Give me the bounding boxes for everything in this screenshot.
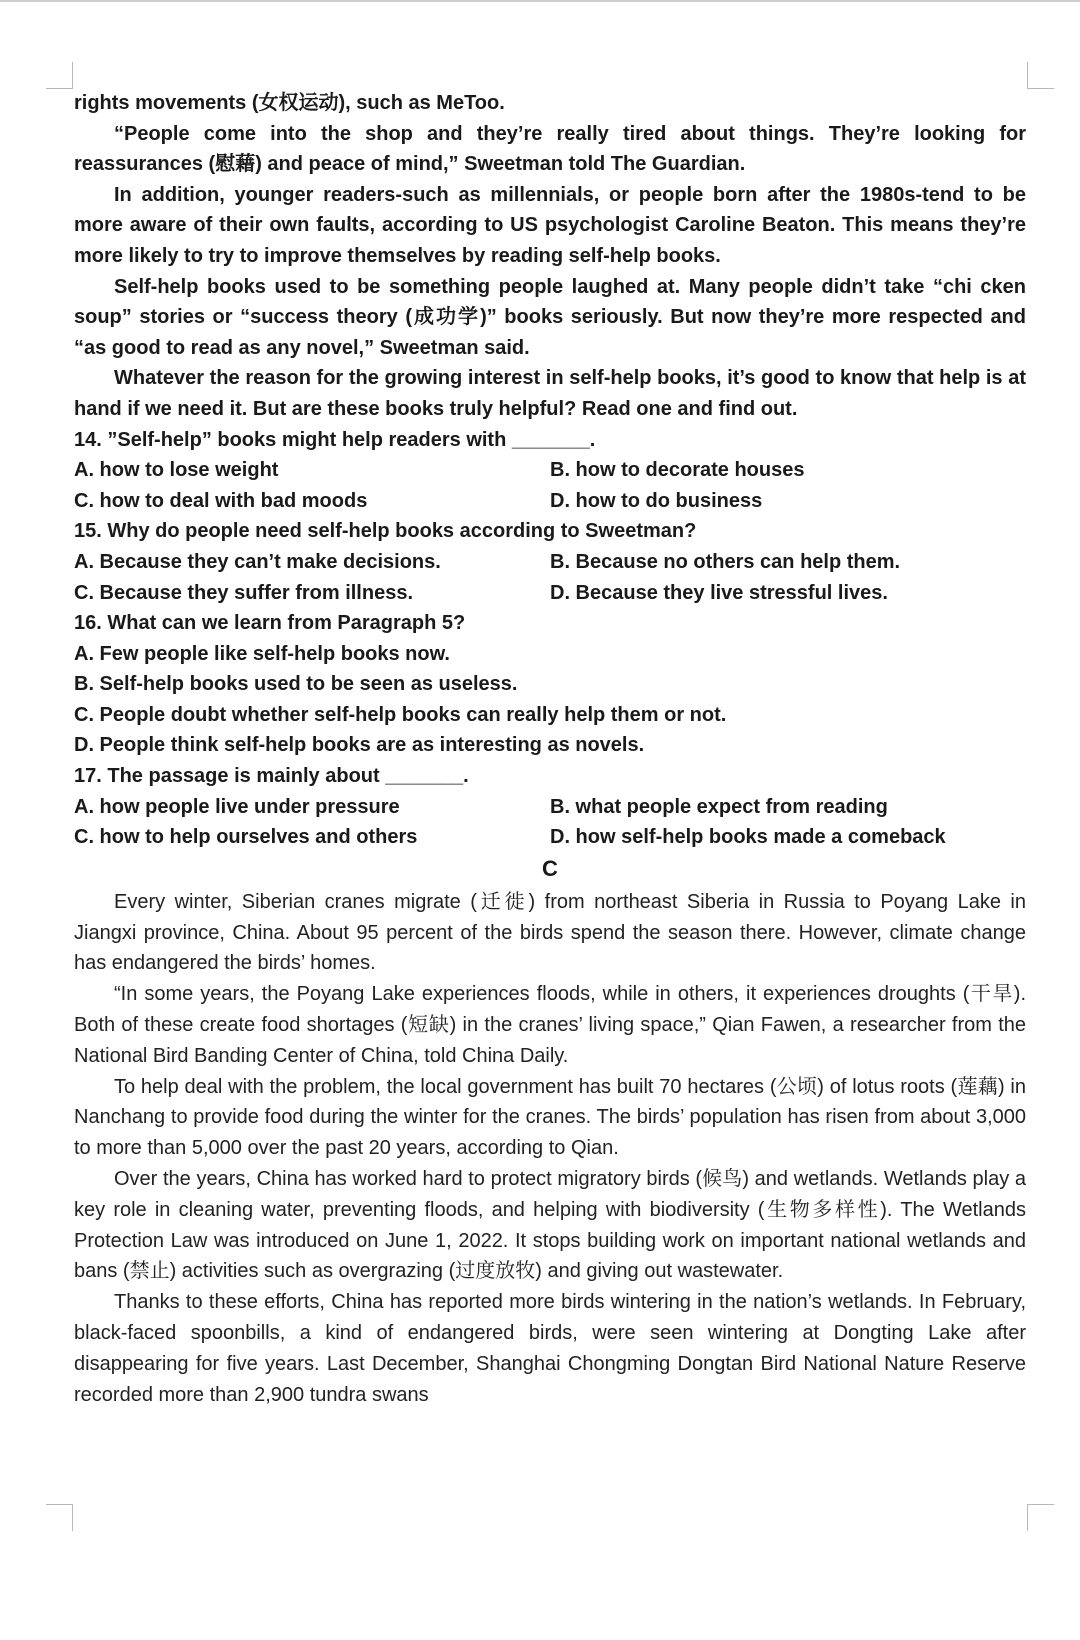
- question-15: [74, 516, 1026, 608]
- option-a: A. Because they can’t make decisions.: [74, 550, 441, 573]
- question-14: [74, 425, 1026, 517]
- option-d: D. how to do business: [550, 489, 763, 512]
- crop-mark-bottom-left: [46, 1504, 73, 1531]
- option-a: A. how people live under pressure: [74, 795, 400, 818]
- paragraph: Self-help books used to be something people laughed at. Many people didn’t take “chi cken soup” stories or “success theory (成功学)” books seriously. But now they’re more respected and “as good to read as any novel,” Sweetman said.: [74, 275, 1026, 359]
- option-c: C. how to help ourselves and others: [74, 826, 418, 849]
- paragraph: rights movements (女权运动), such as MeToo.: [74, 92, 505, 114]
- paragraph: Every winter, Siberian cranes migrate (迁徙) from northeast Siberia in Russia to Poyang Lake in Jiangxi province, China. About 95 percent of the birds spend the season there. However, climate change has endangered the birds’ homes.: [74, 890, 1026, 975]
- option-b: B. Self-help books used to be seen as useless.: [74, 673, 518, 696]
- crop-mark-top-left: [46, 62, 73, 89]
- passage-b-continuation: [74, 88, 1026, 853]
- paragraph: “People come into the shop and they’re really tired about things. They’re looking for reassurances (慰藉) and peace of mind,” Sweetman told The Guardian.: [74, 122, 1026, 176]
- question-stem: 16. What can we learn from Paragraph 5?: [74, 612, 466, 635]
- option-b: B. how to decorate houses: [550, 459, 805, 482]
- option-c: C. Because they suffer from illness.: [74, 581, 414, 604]
- paragraph: Over the years, China has worked hard to protect migratory birds (候鸟) and wetlands. Wetlands play a key role in cleaning water, preventing floods, and helping with biodiversity (生物多样性). The Wetlands Protection Law was introduced on June 1, 2022. It stops building work on important national wetlands and bans (禁止) activities such as overgrazing (过度放牧) and giving out wastewater.: [74, 1168, 1026, 1283]
- option-a: A. Few people like self-help books now.: [74, 642, 450, 665]
- option-c: C. People doubt whether self-help books can really help them or not.: [74, 703, 727, 726]
- option-d: D. People think self-help books are as interesting as novels.: [74, 734, 645, 757]
- section-heading: C: [542, 855, 558, 881]
- crop-mark-bottom-right: [1027, 1504, 1054, 1531]
- question-stem: 14. ”Self-help” books might help readers with _______.: [74, 428, 596, 451]
- option-d: D. how self-help books made a comeback: [550, 826, 946, 849]
- option-b: B. what people expect from reading: [550, 795, 888, 818]
- paragraph: To help deal with the problem, the local government has built 70 hectares (公顷) of lotus roots (莲藕) in Nanchang to provide food during the winter for the cranes. The birds’ population has risen from about 3,000 to more than 5,000 over the past 20 years, according to Qian.: [74, 1075, 1026, 1160]
- option-d: D. Because they live stressful lives.: [550, 581, 888, 604]
- paragraph: In addition, younger readers-such as millennials, or people born after the 1980s-tend to be more aware of their own faults, according to US psychologist Caroline Beaton. This means they’re more likely to try to improve themselves by reading self-help books.: [74, 183, 1026, 267]
- option-b: B. Because no others can help them.: [550, 550, 901, 573]
- question-stem: 17. The passage is mainly about _______.: [74, 765, 469, 788]
- question-16: [74, 608, 1026, 761]
- passage-c: [74, 887, 1026, 1411]
- question-stem: 15. Why do people need self-help books according to Sweetman?: [74, 520, 697, 543]
- document-page: [74, 88, 1026, 1410]
- option-c: C. how to deal with bad moods: [74, 489, 368, 512]
- paragraph: Thanks to these efforts, China has reported more birds wintering in the nation’s wetlands. In February, black-faced spoonbills, a kind of endangered birds, were seen wintering at Dongting Lake after disappearing for five years. Last December, Shanghai Chongming Dongtan Bird National Nature Reserve recorded more than 2,900 tundra swans: [74, 1291, 1026, 1406]
- paragraph: “In some years, the Poyang Lake experiences floods, while in others, it experiences droughts (干旱). Both of these create food shortages (短缺) in the cranes’ living space,” Qian Fawen, a researcher from the National Bird Banding Center of China, told China Daily.: [74, 983, 1026, 1067]
- crop-mark-top-right: [1027, 62, 1054, 89]
- question-17: [74, 761, 1026, 853]
- top-border-line: [0, 0, 1080, 2]
- option-a: A. how to lose weight: [74, 459, 279, 482]
- paragraph: Whatever the reason for the growing interest in self-help books, it’s good to know that help is at hand if we need it. But are these books truly helpful? Read one and find out.: [74, 367, 1026, 420]
